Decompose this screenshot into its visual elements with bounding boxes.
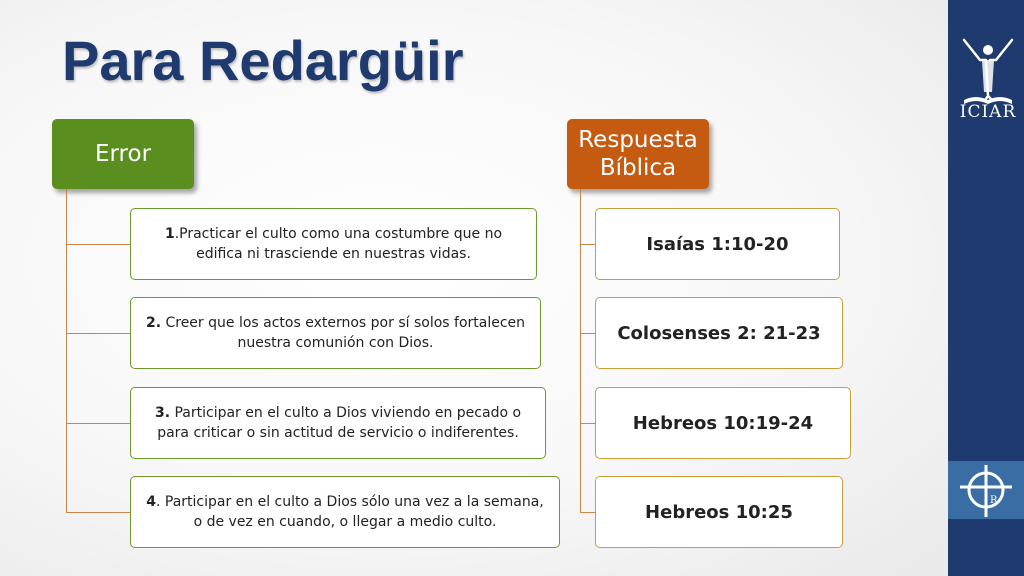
reference-text: Isaías 1:10-20 [646,233,789,255]
reference-item-3 [595,387,851,459]
response-header [567,119,709,189]
slide-title: Para Redargüir [62,29,464,92]
error-item-3 [130,387,546,459]
error-header [52,119,194,189]
error-item-text: . Participar en el culto a Dios sólo una vez a la semana, o de vez en cuando, o llegar a medio culto. [155,494,544,530]
error-item-4 [130,476,560,548]
reference-text: Hebreos 10:25 [645,501,793,523]
error-item-2 [130,297,541,369]
cross-circle-emblem-icon [948,461,1024,519]
error-connector-trunk [66,189,67,513]
reference-text: Colosenses 2: 21-23 [617,322,821,344]
reference-item-4 [595,476,843,548]
error-item-1 [130,208,537,280]
response-header-label: Respuesta Bíblica [578,127,698,181]
error-connector-3 [66,423,130,424]
error-connector-2 [66,333,130,334]
error-item-text: Participar en el culto a Dios viviendo en pecado o para criticar o sin actitud de servicio o indiferentes. [157,405,522,441]
response-connector-3 [580,423,595,424]
reference-item-1 [595,208,840,280]
error-item-number: 1 [164,226,175,242]
logo-text: ICIAR [959,102,1017,122]
error-header-label: Error [94,141,152,167]
error-item-number: 4 [146,494,156,510]
response-connector-trunk [580,189,581,513]
response-connector-2 [580,333,595,334]
error-connector-1 [66,244,130,245]
reference-item-2 [595,297,843,369]
reference-text: Hebreos 10:19-24 [632,412,814,434]
error-item-number: 3. [154,405,171,421]
emblem-band [948,461,1024,519]
error-item-text: Creer que los actos externos por sí solos fortalecen nuestra comunión con Dios. [161,315,526,351]
response-connector-4 [580,512,595,513]
emblem-letter: R [990,495,998,506]
error-connector-4 [66,512,130,513]
response-connector-1 [580,244,595,245]
error-item-number: 2. [145,315,162,331]
error-item-text: .Practicar el culto como una costumbre que no edifica ni trasciende en nuestras vidas. [174,226,503,262]
